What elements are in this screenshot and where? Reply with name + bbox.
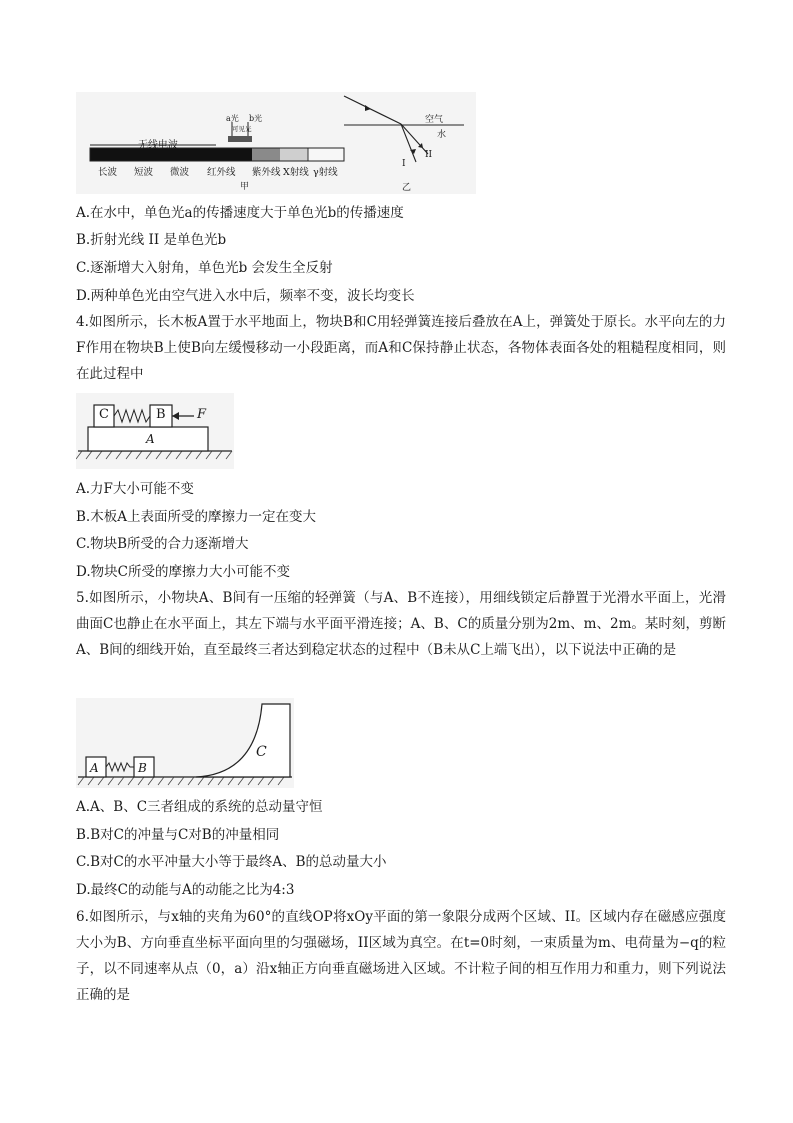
band-gamma: γ射线 xyxy=(313,167,338,178)
q4-fig-label-a: A xyxy=(146,432,155,446)
ray-1-label: I xyxy=(402,159,406,169)
band-shortwave: 短波 xyxy=(134,167,154,178)
q5-option-c: C.B对C的水平冲量大小等于最终A、B的总动量大小 xyxy=(76,854,387,870)
q3-option-c: C.逐渐增大入射角，单色光b 会发生全反射 xyxy=(76,260,333,276)
q5-option-b: B.B对C的冲量与C对B的冲量相同 xyxy=(76,827,280,843)
band-longwave: 长波 xyxy=(98,167,118,178)
q4-fig-label-c: C xyxy=(99,407,109,422)
visible-light-label: 可见光 xyxy=(232,125,252,133)
q5-fig-label-b: B xyxy=(138,761,147,775)
q3-option-d: D.两种单色光由空气进入水中后，频率不变，波长均变长 xyxy=(76,288,415,304)
band-ultraviolet: 紫外线 xyxy=(252,167,281,178)
q4-option-d: D.物块C所受的摩擦力大小可能不变 xyxy=(76,564,290,580)
q5-fig-label-c: C xyxy=(256,744,267,760)
q4-fig-label-b: B xyxy=(156,407,166,422)
q5-option-a: A.A、B、C三者组成的系统的总动量守恒 xyxy=(76,799,323,815)
light-a-label: a光 xyxy=(226,114,239,123)
q4-fig-label-f: F xyxy=(197,407,207,422)
q4-stem: 4.如图所示，长木板A置于水平地面上，物块B和C用轻弹簧连接后叠放在A上，弹簧处于原长。水平向左的力F作用在物块B上使B向左缓慢移动一小段距离，而A和C保持静止状态，各物体表面各处的粗糙程度相同，则在此过程中 xyxy=(76,314,726,382)
band-xray: X射线 xyxy=(283,167,309,178)
label-water: 水 xyxy=(437,130,447,140)
ray-2-label: II xyxy=(425,150,433,160)
label-yi: 乙 xyxy=(402,183,412,193)
q5-option-d: D.最终C的动能与A的动能之比为4:3 xyxy=(76,882,295,898)
light-b-label: b光 xyxy=(249,114,263,123)
q3-option-a: A.在水中，单色光a的传播速度大于单色光b的传播速度 xyxy=(76,205,404,221)
label-air: 空气 xyxy=(425,115,444,125)
q4-figure xyxy=(76,393,234,469)
q6-stem: 6.如图所示，与x轴的夹角为60°的直线OP将xOy平面的第一象限分成两个区域、II。区域内存在磁感应强度大小为B、方向垂直坐标平面向里的匀强磁场，II区域为真空。在t=0时刻，一束质量为m、电荷量为−q的粒子，以不同速率从点（0，a）沿x轴正方向垂直磁场进入区域。不计粒子间的相互作用力和重力，则下列说法正确的是 xyxy=(76,909,726,1003)
label-jia: 甲 xyxy=(240,182,250,192)
q3-option-b: B.折射光线 II 是单色光b xyxy=(76,232,227,248)
q4-option-b: B.木板A上表面所受的摩擦力一定在变大 xyxy=(76,509,316,525)
figure-spectrum-refraction xyxy=(76,92,476,194)
q4-option-c: C.物块B所受的合力逐渐增大 xyxy=(76,536,249,552)
q5-fig-label-a: A xyxy=(90,761,99,775)
q4-option-a: A.力F大小可能不变 xyxy=(76,481,194,497)
band-microwave: 微波 xyxy=(170,167,190,178)
spectrum-title: 无线电波 xyxy=(138,140,178,151)
q5-stem: 5.如图所示，小物块A、B间有一压缩的轻弹簧（与A、B不连接），用细线锁定后静置于光滑水平面上，光滑曲面C也静止在水平面上，其左下端与水平面平滑连接；A、B、C的质量分别为2m、m、2m。某时刻，剪断A、B间的细线开始，直至最终三者达到稳定状态的过程中（B未从C上端飞出），以下说法中正确的是 xyxy=(76,590,726,658)
band-infrared: 红外线 xyxy=(207,167,236,178)
q5-figure xyxy=(76,698,294,788)
